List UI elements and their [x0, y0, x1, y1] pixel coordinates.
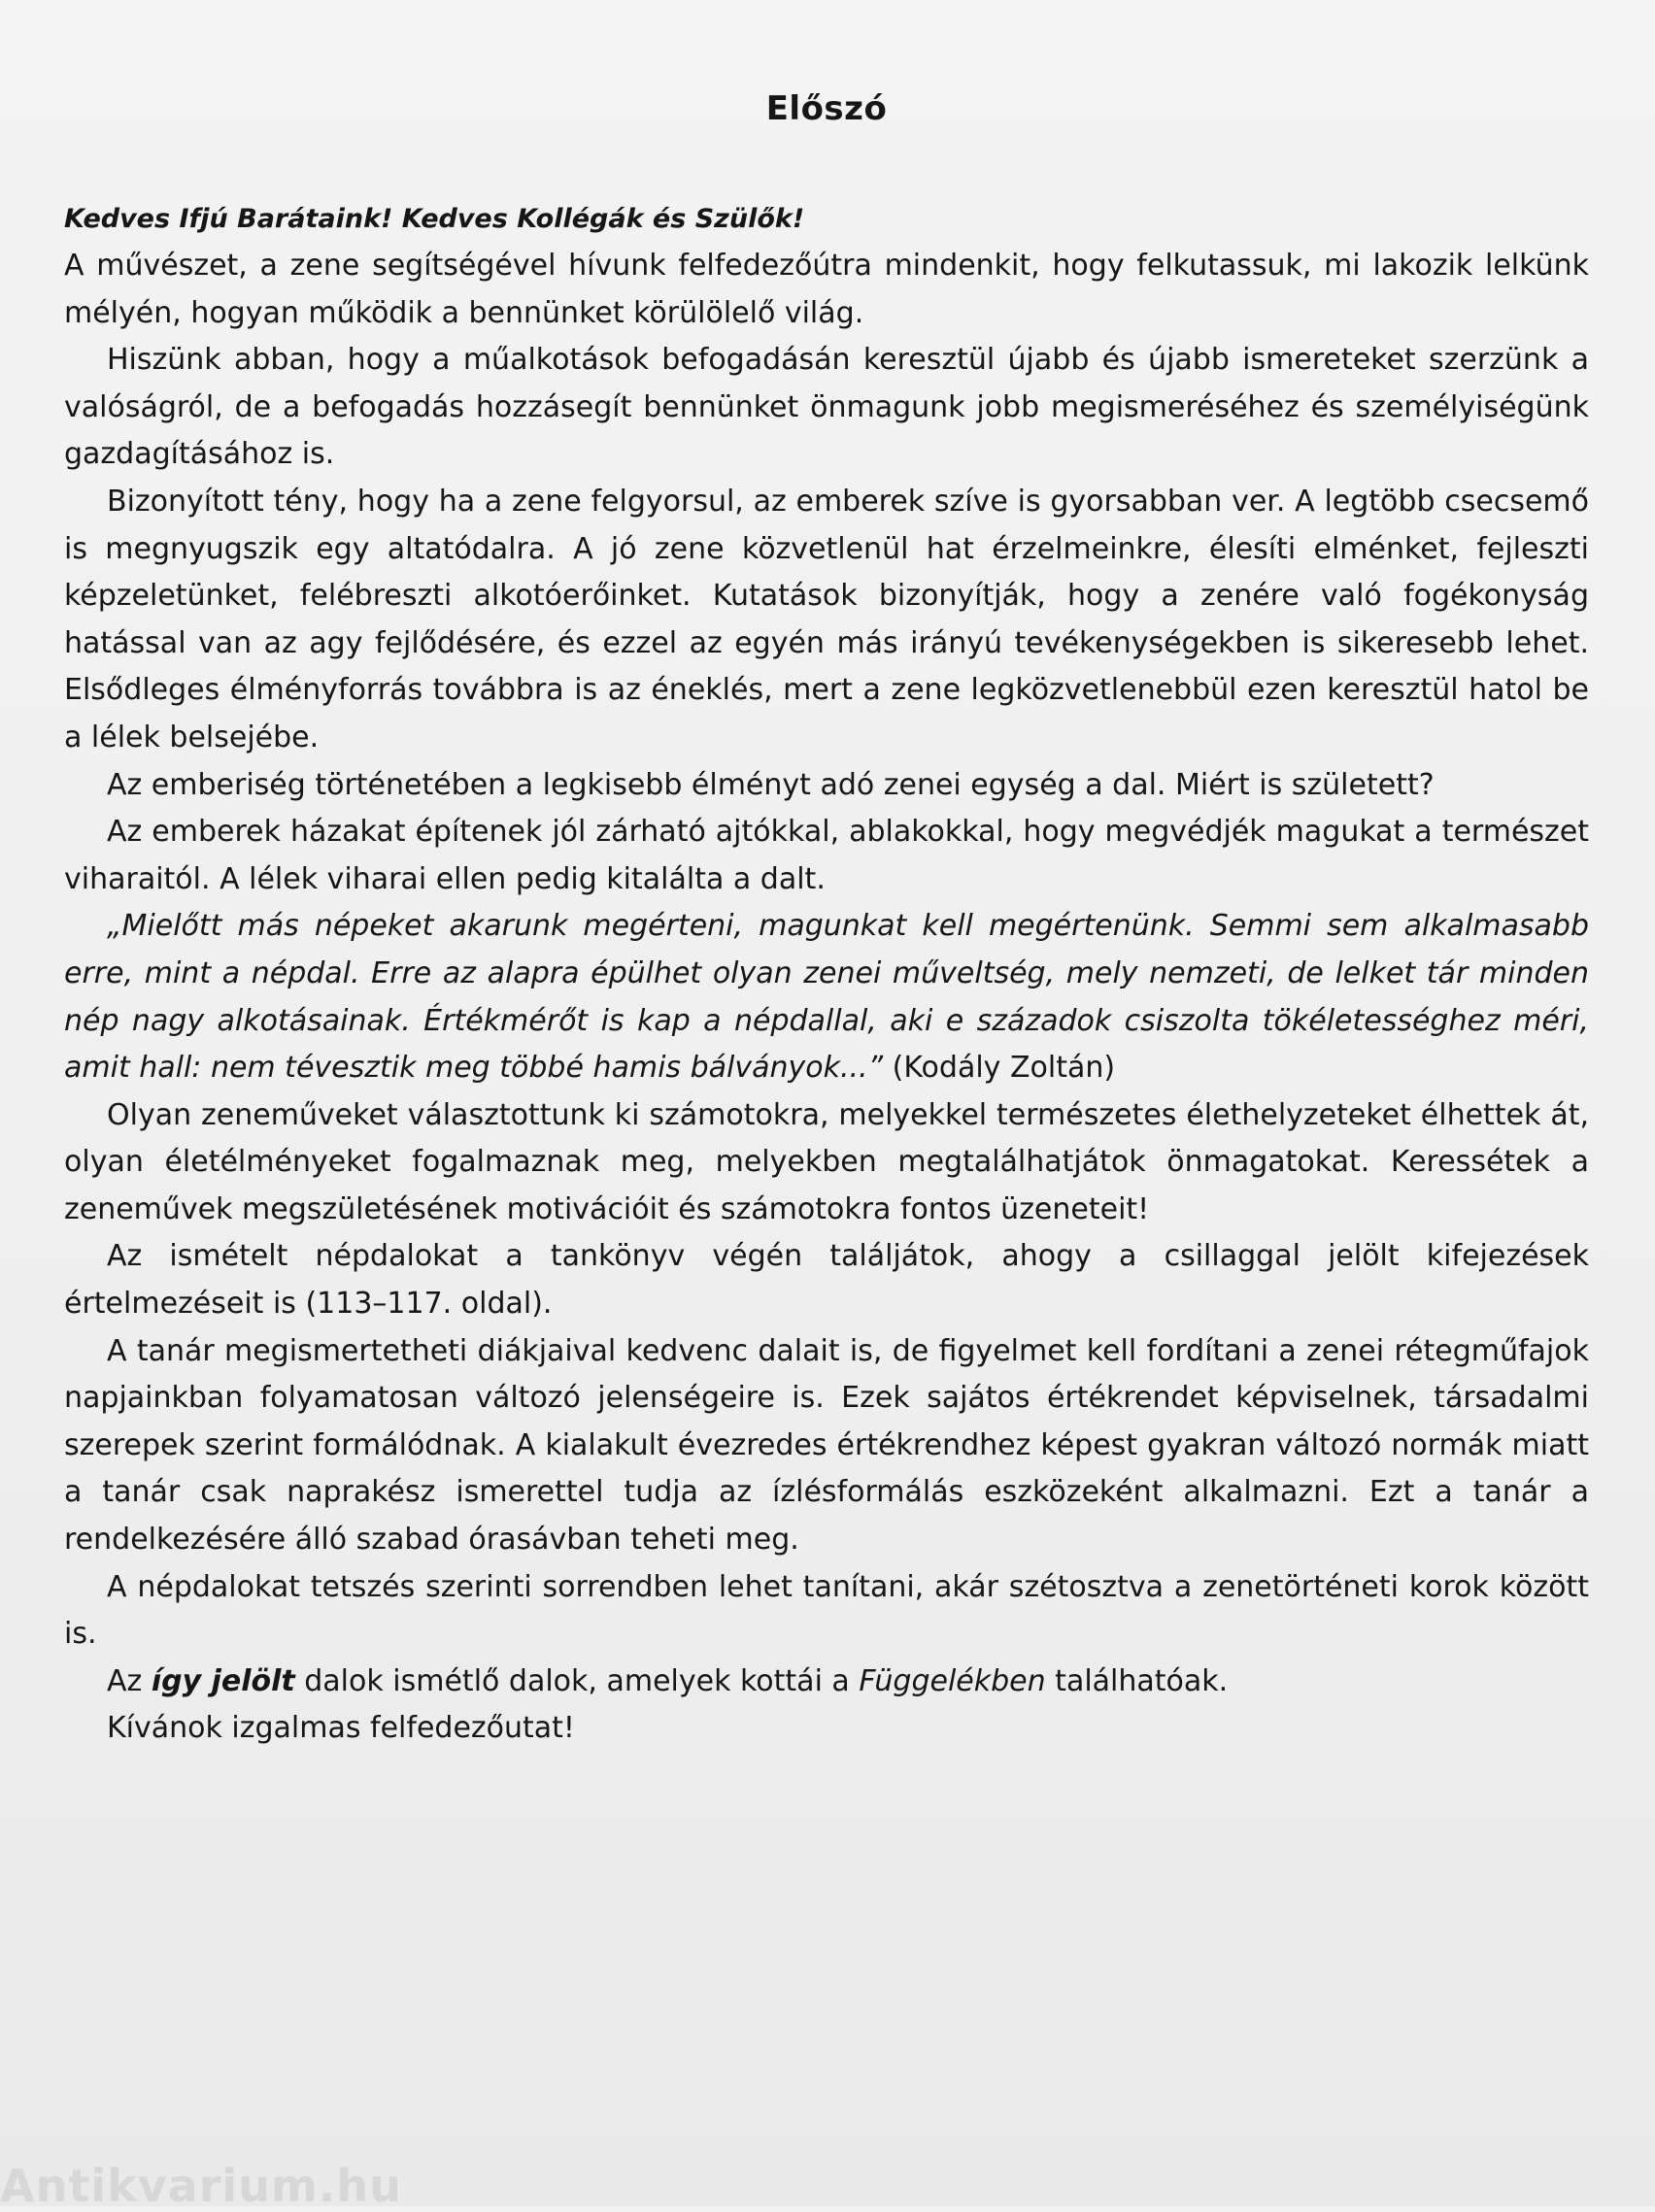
paragraph-8: A tanár megismertetheti diákjaival kedvenc dalait is, de figyelmet kell fordítani a zenei rétegműfajok napjainkban folyamatosan változó jelenségeire is. Ezek sajátos értékrendet képviselnek, társadalmi szerepek szerint formálódnak. A kialakult évezredes értékrendhez képest gyakran változó normák miatt a tanár csak naprakész ismerettel tudja az ízlésformálás eszközeként alkalmazni. Ezt a tanár a rendelkezésére álló szabad órasávban teheti meg. — [64, 1333, 1589, 1558]
quote-text: „Mielőtt más népeket akarunk megérteni, magunkat kell megértenünk. Semmi sem alkalmasabb erre, mint a népdal. Erre az alapra épülhet olyan zenei műveltség, mely nemzeti, de lelket tár minden nép nagy alkotásainak. Értékmérőt is kap a népdallal, aki e századok csiszolta tökéletességhez méri, amit hall: nem tévesztik meg többé hamis bálványok...” — [64, 909, 1589, 1086]
paragraph-1: A művészet, a zene segítségével hívunk felfedezőútra mindenkit, hogy felkutassuk, mi lakozik lelkünk mélyén, hogyan működik a bennünket körülölelő világ. — [64, 249, 1589, 330]
paragraph-2: Hiszünk abban, hogy a műalkotások befogadásán keresztül újabb és újabb ismereteket szerzünk a valóságról, de a befogadás hozzásegít bennünket önmagunk jobb megismeréséhez és személyiségünk gazdagításához is. — [64, 343, 1589, 472]
paragraph-9: A népdalokat tetszés szerinti sorrendben lehet tanítani, akár szétosztva a zenetörténeti korok között is. — [64, 1569, 1589, 1652]
quote-paragraph — [64, 903, 1589, 1091]
paragraph-3: Bizonyított tény, hogy ha a zene felgyorsul, az emberek szíve is gyorsabban ver. A legtöbb csecsemő is megnyugszik egy altatódalra. A jó zene közvetlenül hat érzelmeinkre, élesíti elménket, fejleszti képzeletünket, felébreszti alkotóerőinket. Kutatások bizonyítják, hogy a zenére való fogékonyság hatással van az agy fejlődésére, és ezzel az egyén más irányú tevékenységekben is sikeresebb lehet. Elsődleges élményforrás továbbra is az éneklés, mert a zene legközvetlenebbül ezen keresztül hatol be a lélek belsejébe. — [64, 484, 1589, 754]
p10-marked-label: így jelölt — [151, 1663, 295, 1698]
document-body — [64, 89, 1589, 1753]
p10-pre: Az — [107, 1663, 152, 1698]
closing-line: Kívánok izgalmas felfedezőutat! — [107, 1711, 575, 1746]
quote-author: (Kodály Zoltán) — [883, 1051, 1116, 1086]
page-title: Előszó — [765, 89, 888, 128]
paragraph-10 — [64, 1659, 1589, 1706]
p10-appendix-label: Függelékben — [859, 1663, 1046, 1698]
p10-mid: dalok ismétlő dalok, amelyek kottái a — [294, 1663, 860, 1698]
watermark: Antikvarium.hu — [0, 2160, 402, 2212]
paragraph-4: Az emberiség történetében a legkisebb élményt adó zenei egység a dal. Miért is született? — [107, 767, 1435, 802]
greeting: Kedves Ifjú Barátaink! Kedves Kollégák és Szülők! — [64, 204, 805, 234]
p10-post: találhatóak. — [1045, 1663, 1229, 1698]
paragraph-6: Olyan zeneműveket választottunk ki számotokra, melyekkel természetes élethelyzeteket élhettek át, olyan életélményeket fogalmaznak meg, melyekben megtalálhatjátok önmagatokat. Keressétek a zeneművek megszületésének motivációit és számotokra fontos üzeneteit! — [64, 1097, 1589, 1226]
paragraph-7: Az ismételt népdalokat a tankönyv végén találjátok, ahogy a csillaggal jelölt kifejezések értelmezéseit is (113–117. oldal). — [64, 1239, 1589, 1322]
paragraph-5: Az emberek házakat építenek jól zárható ajtókkal, ablakokkal, hogy megvédjék magukat a természet viharaitól. A lélek viharai ellen pedig kitalálta a dalt. — [64, 815, 1589, 896]
